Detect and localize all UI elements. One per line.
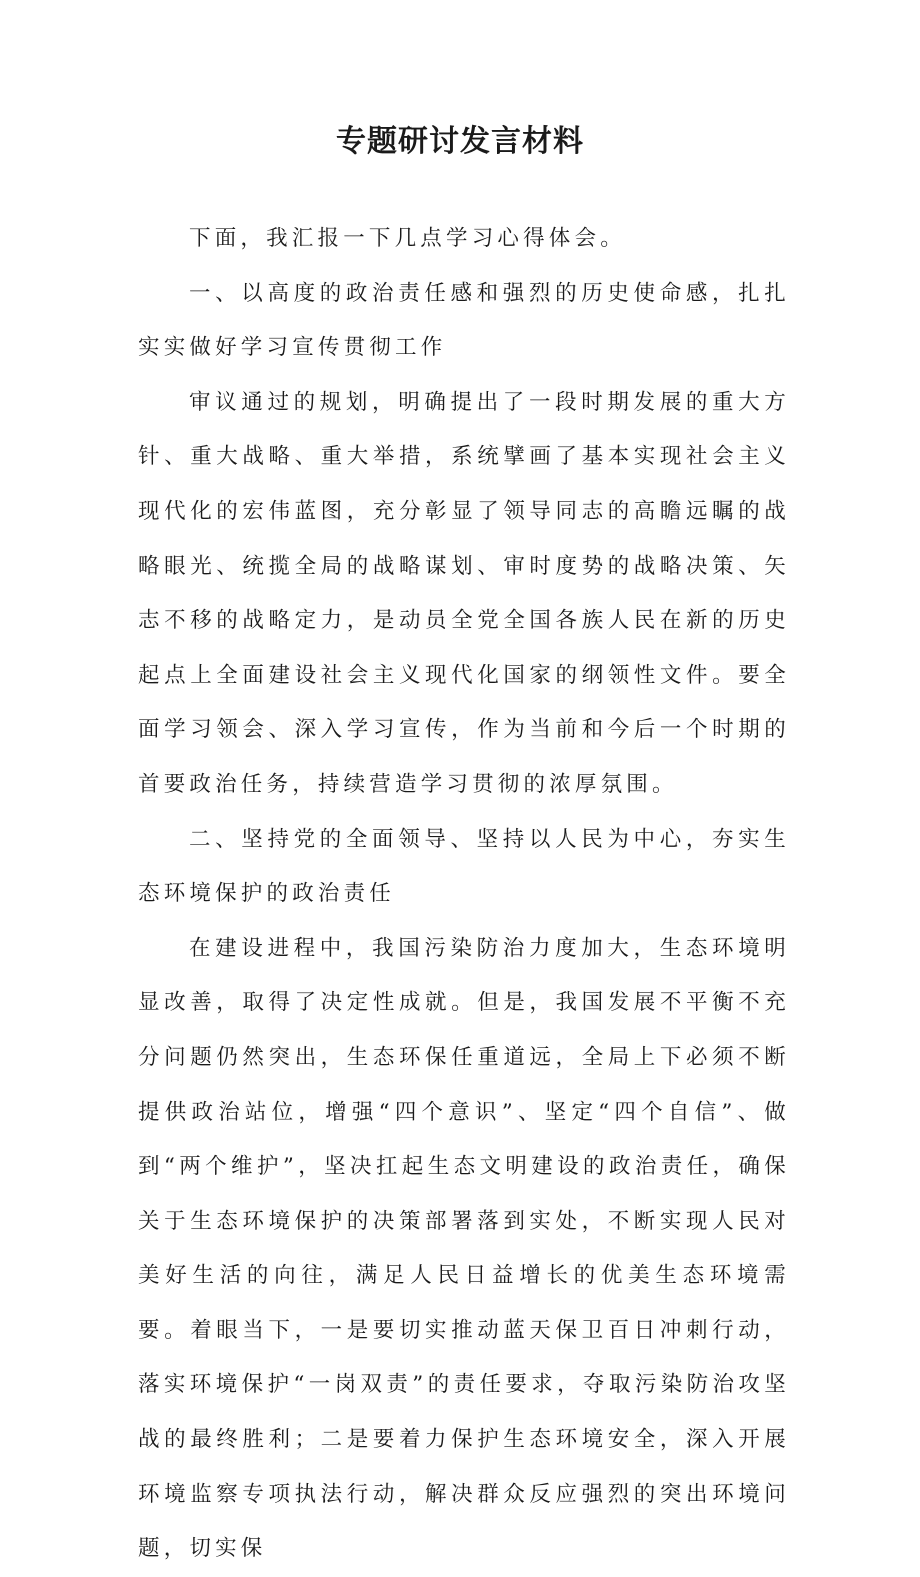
paragraph-section-one-body: 审议通过的规划，明确提出了一段时期发展的重大方针、重大战略、重大举措，系统擘画了基本实现社会主义现代化的宏伟蓝图，充分彰显了领导同志的高瞻远瞩的战略眼光、统揽全局的战略谋划、审时度势的战略决策、矢志不移的战略定力，是动员全党全国各族人民在新的历史起点上全面建设社会主义现代化国家的纲领性文件。要全面学习领会、深入学习宣传，作为当前和今后一个时期的首要政治任务，持续营造学习贯彻的浓厚氛围。 bbox=[138, 389, 790, 797]
paragraph-intro: 下面，我汇报一下几点学习心得体会。 bbox=[189, 226, 626, 251]
document-title: 专题研讨发言材料 bbox=[336, 124, 584, 159]
document-body bbox=[138, 212, 790, 1577]
paragraph-section-two-body: 在建设进程中，我国污染防治力度加大，生态环境明显改善，取得了决定性成就。但是，我国发展不平衡不充分问题仍然突出，生态环保任重道远，全局上下必须不断提供政治站位，增强“四个意识”、坚定“四个自信”、做到“两个维护”，坚决扛起生态文明建设的政治责任，确保关于生态环境保护的决策部署落到实处，不断实现人民对美好生活的向往，满足人民日益增长的优美生态环境需要。着眼当下，一是要切实推动蓝天保卫百日冲刺行动，落实环境保护“一岗双责”的责任要求，夺取污染防治攻坚战的最终胜利；二是要着力保护生态环境安全，深入开展环境监察专项执法行动，解决群众反应强烈的突出环境问题，切实保 bbox=[138, 935, 790, 1562]
heading-section-one: 一、以高度的政治责任感和强烈的历史使命感，扎扎实实做好学习宣传贯彻工作 bbox=[138, 280, 790, 361]
heading-section-two: 二、坚持党的全面领导、坚持以人民为中心，夯实生态环境保护的政治责任 bbox=[138, 826, 790, 907]
